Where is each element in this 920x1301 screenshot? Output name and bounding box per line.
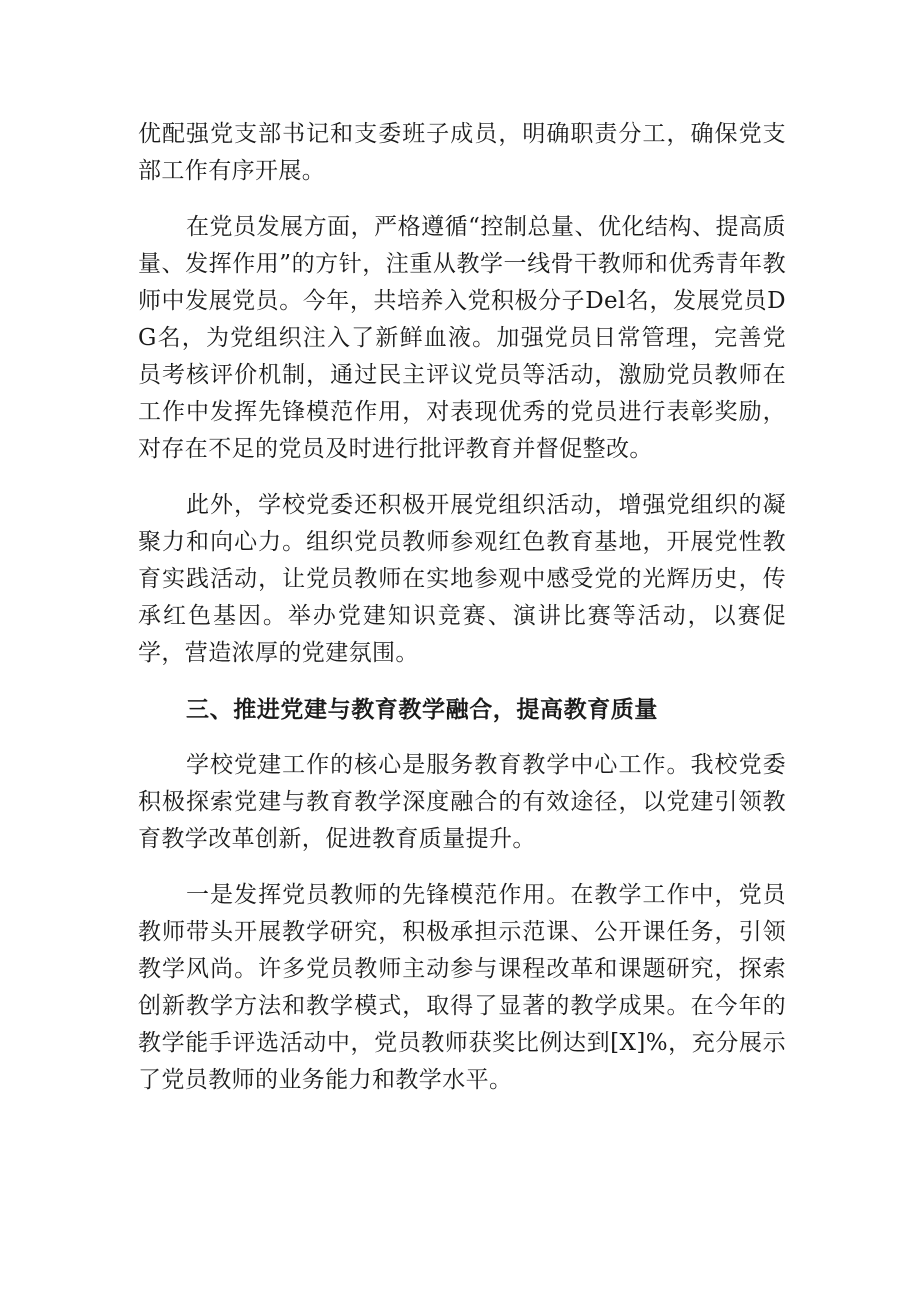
document-page [138,116,786,1099]
section-heading-three: 三、推进党建与教育教学融合，提高教育质量 [186,696,658,723]
paragraph-branch-secretary: 优配强党支部书记和支委班子成员，明确职责分工，确保党支部工作有序开展。 [138,121,786,184]
paragraph-party-member-development: 在党员发展方面，严格遵循“控制总量、优化结构、提高质量、发挥作用”的方针，注重从教学一线骨干教师和优秀青年教师中发展党员。今年，共培养入党积极分子Del名，发展党员DG名，为党组织注入了新鲜血液。加强党员日常管理，完善党员考核评价机制，通过民主评议党员等活动，激励党员教师在工作中发挥先锋模范作用，对表现优秀的党员进行表彰奖励，对存在不足的党员及时进行批评教育并督促整改。 [138,214,786,462]
paragraph-pioneer-role: 一是发挥党员教师的先锋模范作用。在教学工作中，党员教师带头开展教学研究，积极承担示范课、公开课任务，引领教学风尚。许多党员教师主动参与课程改革和课题研究，探索创新教学方法和教学模式，取得了显著的教学成果。在今年的教学能手评选活动中，党员教师获奖比例达到[X]%，充分展示了党员教师的业务能力和教学水平。 [138,882,786,1093]
paragraph-party-building-core: 学校党建工作的核心是服务教育教学中心工作。我校党委积极探索党建与教育教学深度融合的有效途径，以党建引领教育教学改革创新，促进教育质量提升。 [138,752,786,852]
paragraph-party-activities: 此外，学校党委还积极开展党组织活动，增强党组织的凝聚力和向心力。组织党员教师参观红色教育基地，开展党性教育实践活动，让党员教师在实地参观中感受党的光辉历史，传承红色基因。举办党建知识竞赛、演讲比赛等活动，以赛促学，营造浓厚的党建氛围。 [138,492,786,666]
